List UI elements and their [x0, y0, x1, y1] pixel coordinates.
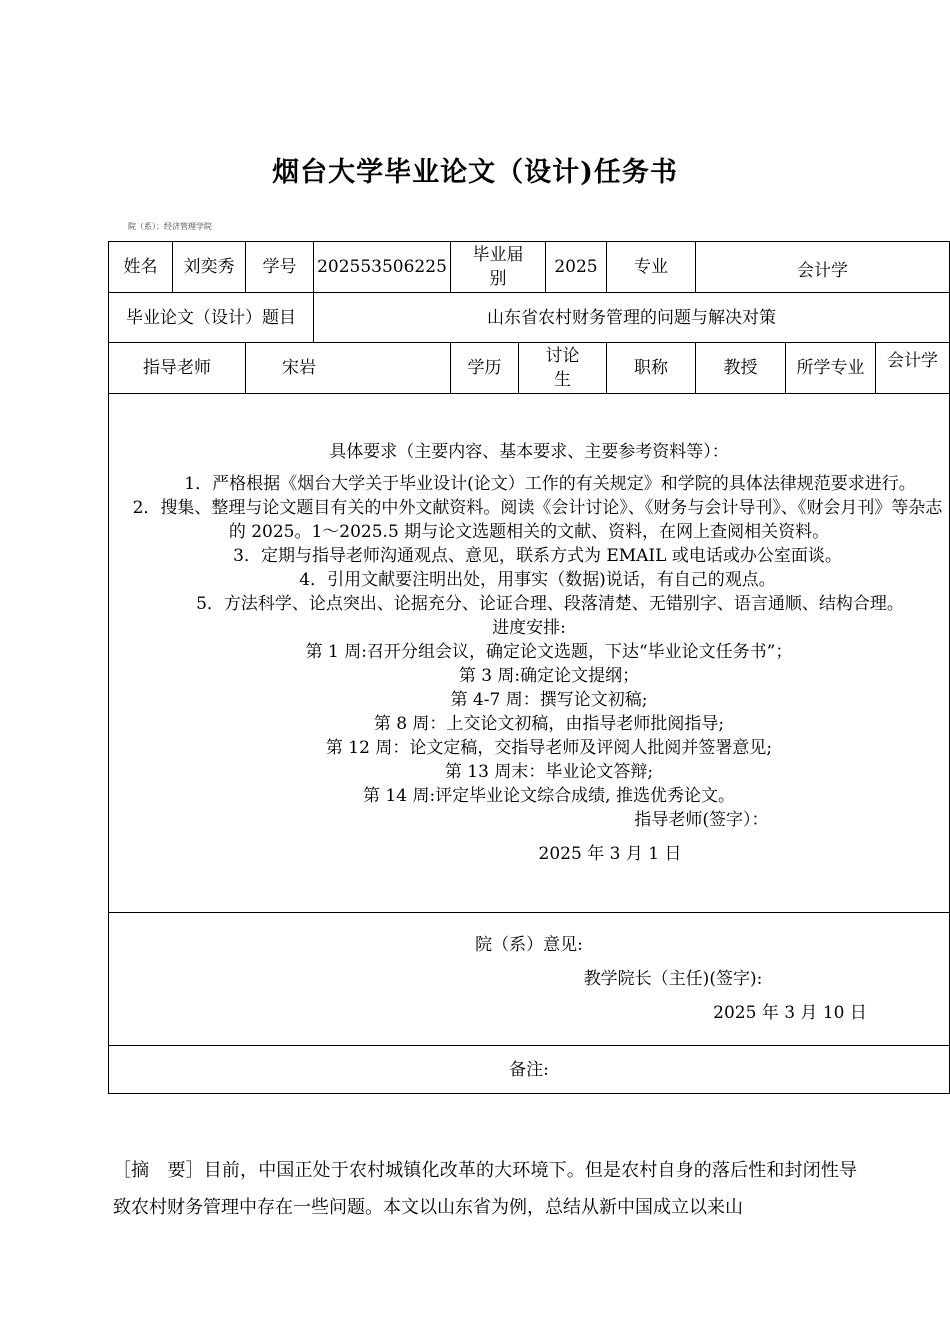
- education-label: 学历: [451, 343, 519, 394]
- student-id-value: 202553506225: [314, 242, 451, 293]
- abstract-paragraph: [113, 1152, 857, 1226]
- schedule-item: 第 1 周:召开分组会议，确定论文选题，下达“毕业论文任务书”；: [305, 642, 793, 662]
- schedule-heading: 进度安排:: [492, 618, 566, 638]
- field-cell: [786, 343, 950, 394]
- grad-year-label: 毕业届别: [451, 242, 546, 293]
- requirement-item: 4．引用文献要注明出处，用事实（数据)说话，有自己的观点。: [299, 570, 776, 590]
- education-value: 讨论生: [519, 343, 607, 394]
- job-title-label: 职称: [607, 343, 696, 394]
- schedule-item: 第 14 周:评定毕业论文综合成绩, 推选优秀论文。: [363, 786, 735, 806]
- student-id-label: 学号: [246, 242, 314, 293]
- grad-year-value: 2025: [546, 242, 607, 293]
- document-title: 烟台大学毕业论文（设计)任务书: [272, 157, 678, 188]
- dean-signature-label: 教学院长（主任)(签字):: [583, 969, 763, 989]
- requirements-heading: 具体要求（主要内容、基本要求、主要参考资料等）：: [329, 442, 729, 462]
- college-label: 院（系）：经济管理学院: [128, 222, 212, 231]
- name-label: 姓名: [109, 242, 173, 293]
- advisor-sign-date: 2025 年 3 月 1 日: [538, 844, 682, 864]
- notes-label: 备注:: [509, 1059, 549, 1080]
- requirement-item: 1．严格根据《烟台大学关于毕业设计(论文）工作的有关规定》和学院的具体法律规范要求进行。: [184, 474, 916, 494]
- advisor-value: 宋岩: [246, 343, 451, 394]
- job-title-value: 教授: [696, 343, 786, 394]
- requirements-row: [109, 394, 950, 913]
- requirement-item: 5．方法科学、论点突出、论据充分、论证合理、段落清楚、无错别字、语言通顺、结构合理。: [196, 594, 904, 614]
- requirements-cell: [109, 394, 950, 913]
- schedule-item: 第 12 周：论文定稿，交指导老师及评阅人批阅并签署意见;: [325, 738, 773, 758]
- advisor-row: [109, 343, 950, 394]
- advisor-signature-label: 指导老师(签字）：: [634, 810, 769, 830]
- field-value: 会计学: [887, 351, 938, 371]
- task-form-table: [108, 241, 950, 1094]
- abstract-text: 目前，中国正处于农村城镇化改革的大环境下。但是农村自身的落后性和封闭性导致农村财务管理中存在一些问题。本文以山东省为例，总结从新中国成立以来山: [113, 1160, 857, 1218]
- requirement-item: 3．定期与指导老师沟通观点、意见，联系方式为 EMAIL 或电话或办公室面谈。: [233, 546, 842, 566]
- schedule-item: 第 3 周:确定论文提纲；: [458, 666, 640, 686]
- topic-label: 毕业论文（设计）题目: [109, 293, 314, 343]
- schedule-item: 第 8 周：上交论文初稿，由指导老师批阅指导;: [373, 714, 725, 734]
- notes-cell: [109, 1046, 950, 1094]
- name-value: 刘奕秀: [173, 242, 246, 293]
- abstract-label: ［摘 要］: [113, 1160, 204, 1181]
- student-info-row: [109, 242, 950, 293]
- topic-row: [109, 293, 950, 343]
- notes-row: [109, 1046, 950, 1094]
- major-label: 专业: [607, 242, 696, 293]
- department-row: [109, 913, 950, 1046]
- schedule-item: 第 4-7 周：撰写论文初稿;: [450, 690, 648, 710]
- dean-sign-date: 2025 年 3 月 10 日: [713, 1003, 867, 1023]
- field-label: 所学专业: [786, 343, 876, 393]
- schedule-item: 第 13 周末：毕业论文答辩;: [444, 762, 654, 782]
- major-value: 会计学: [696, 242, 950, 293]
- requirement-item: 2．搜集、整理与论文题目有关的中外文献资料。阅读《会计讨论》、《财务与会计导刊》、《财会月刊》等杂志的 2025。1～2025.5 期与论文选题相关的文献、资料，在网上查阅相关资料。: [132, 498, 943, 542]
- department-opinion-cell: [109, 913, 950, 1046]
- department-opinion-label: 院（系）意见:: [475, 935, 583, 955]
- advisor-label: 指导老师: [109, 343, 246, 394]
- topic-value: 山东省农村财务管理的问题与解决对策: [314, 293, 950, 343]
